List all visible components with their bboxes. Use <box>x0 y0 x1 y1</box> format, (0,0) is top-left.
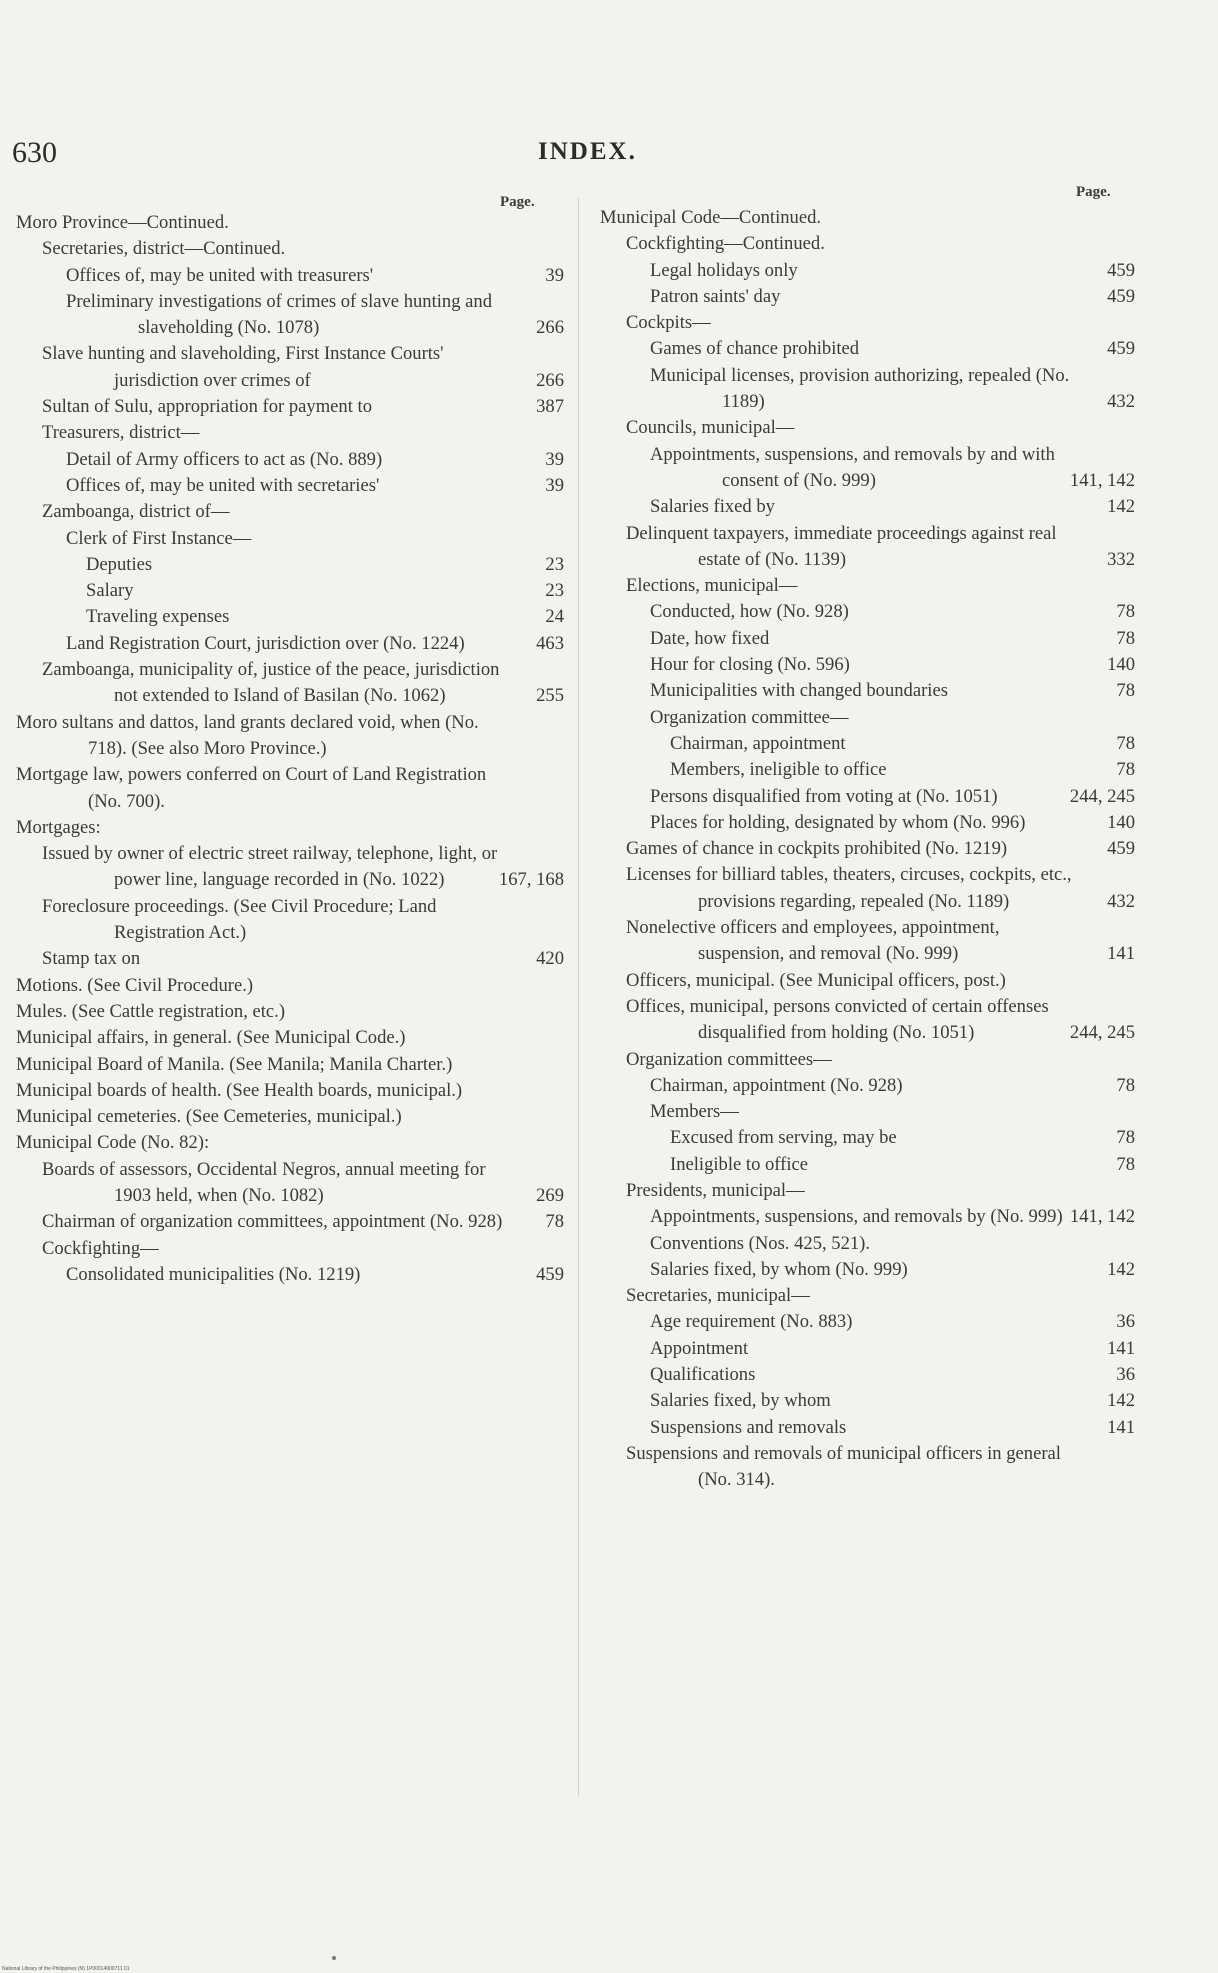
entry-page: 244, 245 <box>1069 785 1135 807</box>
page-title: INDEX. <box>538 138 637 165</box>
entry-text: Ineligible to office <box>670 1153 809 1175</box>
index-entry <box>650 1388 1135 1414</box>
index-entry <box>66 631 564 657</box>
index-entry <box>86 552 564 578</box>
entry-text: Elections, municipal— <box>626 575 798 597</box>
index-entry <box>670 757 1135 783</box>
entry-text: Organization committee— <box>650 706 849 728</box>
entry-text: Councils, municipal— <box>626 417 795 439</box>
entry-text: Offices of, may be united with secretaries' <box>66 474 380 496</box>
entry-page: 141, 142 <box>1069 469 1135 491</box>
entry-text: Games of chance in cockpits prohibited (No. 1219) <box>626 838 1008 860</box>
entry-page: 459 <box>1107 285 1135 307</box>
entry-page: 459 <box>1107 259 1135 281</box>
entry-text: Municipal Board of Manila. (See Manila; Manila Charter.) <box>16 1053 453 1075</box>
index-entry <box>650 1415 1135 1441</box>
entry-text: Secretaries, district—Continued. <box>42 238 286 260</box>
entry-page: 39 <box>545 474 564 496</box>
entry-page: 244, 245 <box>1069 1022 1135 1044</box>
entry-page: 23 <box>545 553 564 575</box>
entry-text: Presidents, municipal— <box>626 1179 805 1201</box>
entry-page: 78 <box>1116 680 1135 702</box>
entry-text: Members— <box>650 1101 739 1123</box>
index-entry <box>42 1157 564 1210</box>
entry-text: Appointments, suspensions, and removals by and with consent of (No. 999) <box>650 443 1055 491</box>
entry-page: 167, 168 <box>498 869 564 891</box>
entry-text: Qualifications <box>650 1364 756 1386</box>
index-entry <box>16 710 564 763</box>
index-entry <box>16 815 564 841</box>
entry-text: Age requirement (No. 883) <box>650 1311 853 1333</box>
entry-page: 459 <box>536 1263 564 1285</box>
entry-text: Offices, municipal, persons convicted of certain offenses disqualified from holding (No. 1051) <box>626 995 1049 1044</box>
index-entry <box>650 363 1135 416</box>
entry-text: Delinquent taxpayers, immediate proceedings against real estate of (No. 1139) <box>626 522 1057 570</box>
index-entry <box>626 1283 1135 1309</box>
entry-text: Municipal Code—Continued. <box>600 207 822 228</box>
entry-text: Deputies <box>86 553 153 575</box>
entry-page: 142 <box>1107 1390 1135 1412</box>
entry-page: 266 <box>536 369 564 391</box>
index-entry <box>42 1236 564 1262</box>
entry-text: Motions. (See Civil Procedure.) <box>16 974 254 996</box>
entry-text: Secretaries, municipal— <box>626 1285 810 1307</box>
entry-page: 78 <box>1116 759 1135 781</box>
entry-text: Cockpits— <box>626 312 711 334</box>
index-entry <box>650 258 1135 284</box>
entry-page: 142 <box>1107 496 1135 518</box>
right-page-column-label: Page. <box>1076 184 1111 200</box>
index-entry <box>670 731 1135 757</box>
page-mark <box>332 1956 336 1960</box>
entry-text: Officers, municipal. (See Municipal officers, post.) <box>626 969 1006 991</box>
entry-text: Municipal affairs, in general. (See Municipal Code.) <box>16 1027 406 1049</box>
entry-text: Games of chance prohibited <box>650 338 860 360</box>
right-index-column <box>600 205 1135 1494</box>
index-entry <box>650 1362 1135 1388</box>
entry-text: Consolidated municipalities (No. 1219) <box>66 1263 361 1285</box>
index-entry <box>16 973 564 999</box>
index-entry <box>650 1231 1135 1257</box>
entry-text: Patron saints' day <box>650 285 781 307</box>
index-entry <box>650 626 1135 652</box>
entry-page: 39 <box>545 264 564 286</box>
entry-text: Chairman, appointment (No. 928) <box>650 1074 903 1096</box>
entry-text: Municipal boards of health. (See Health boards, municipal.) <box>16 1079 463 1101</box>
entry-page: 78 <box>1116 732 1135 754</box>
entry-text: Suspensions and removals <box>650 1416 847 1438</box>
index-entry <box>650 494 1135 520</box>
index-entry <box>670 1152 1135 1178</box>
index-entry <box>16 1104 564 1130</box>
entry-text: Treasurers, district— <box>42 422 200 444</box>
entry-text: Moro sultans and dattos, land grants declared void, when (No. 718). (See also Moro Province.) <box>16 711 479 759</box>
left-page-column-label: Page. <box>500 194 535 210</box>
column-divider <box>578 198 579 1796</box>
index-entry <box>42 341 564 394</box>
entry-text: Municipal licenses, provision authorizing, repealed (No. 1189) <box>650 364 1070 413</box>
library-credit: National Library of the Philippines (N) 1P00014900711 01 <box>2 1966 130 1972</box>
entry-page: 266 <box>536 317 564 339</box>
entry-page: 36 <box>1116 1364 1135 1386</box>
index-entry <box>626 1178 1135 1204</box>
entry-text: Mules. (See Cattle registration, etc.) <box>16 1000 286 1022</box>
index-entry <box>42 946 564 972</box>
entry-page: 39 <box>545 448 564 470</box>
index-entry <box>650 1204 1135 1230</box>
index-entry <box>42 236 564 262</box>
index-entry <box>42 1209 564 1235</box>
index-entry <box>66 1262 564 1288</box>
index-entry <box>650 599 1135 625</box>
entry-text: Municipal Code (No. 82): <box>16 1132 210 1154</box>
page-number: 630 <box>12 136 57 169</box>
entry-page: 36 <box>1116 1311 1135 1333</box>
index-entry <box>66 473 564 499</box>
entry-text: Zamboanga, district of— <box>42 501 230 523</box>
index-entry <box>626 915 1135 968</box>
entry-text: Persons disqualified from voting at (No. 1051) <box>650 785 998 807</box>
index-entry <box>650 705 1135 731</box>
entry-text: Chairman of organization committees, appointment (No. 928) <box>42 1211 503 1233</box>
entry-text: Licenses for billiard tables, theaters, circuses, cockpits, etc., provisions regarding, repealed (No. 1189) <box>626 864 1072 912</box>
entry-page: 78 <box>1116 627 1135 649</box>
entry-text: Moro Province—Continued. <box>16 212 229 233</box>
entry-text: Sultan of Sulu, appropriation for payment to <box>42 396 372 418</box>
entry-page: 463 <box>536 632 564 654</box>
entry-text: Land Registration Court, jurisdiction over (No. 1224) <box>66 632 465 654</box>
index-entry <box>626 968 1135 994</box>
entry-page: 78 <box>1116 1127 1135 1149</box>
entry-page: 140 <box>1107 811 1135 833</box>
entry-page: 78 <box>545 1211 564 1233</box>
entry-text: Mortgages: <box>16 816 101 838</box>
entry-text: Salary <box>86 580 134 602</box>
entry-text: Conventions (Nos. 425, 521). <box>650 1232 871 1254</box>
index-entry <box>650 284 1135 310</box>
index-entry <box>650 1073 1135 1099</box>
entry-text: Nonelective officers and employees, appointment, suspension, and removal (No. 999) <box>626 917 1000 965</box>
entry-text: Zamboanga, municipality of, justice of the peace, jurisdiction not extended to Island of Basilan (No. 1062) <box>42 659 500 707</box>
entry-text: Issued by owner of electric street railway, telephone, light, or power line, language recorded in (No. 1022) <box>42 843 498 891</box>
entry-text: Mortgage law, powers conferred on Court of Land Registration (No. 700). <box>16 764 487 812</box>
entry-page: 332 <box>1107 548 1135 570</box>
entry-page: 459 <box>1107 338 1135 360</box>
index-entry <box>86 578 564 604</box>
index-entry <box>600 205 1135 231</box>
index-entry <box>650 652 1135 678</box>
index-entry <box>650 678 1135 704</box>
entry-text: Foreclosure proceedings. (See Civil Procedure; Land Registration Act.) <box>42 895 437 944</box>
entry-text: Date, how fixed <box>650 627 770 649</box>
entry-text: Traveling expenses <box>86 606 230 628</box>
left-index-column <box>16 210 564 1288</box>
entry-page: 24 <box>545 606 564 628</box>
index-entry <box>626 1441 1135 1494</box>
index-entry <box>626 1047 1135 1073</box>
entry-text: Appointment <box>650 1337 749 1359</box>
entry-text: Suspensions and removals of municipal officers in general (No. 314). <box>626 1442 1061 1491</box>
entry-text: Salaries fixed, by whom (No. 999) <box>650 1258 908 1280</box>
entry-text: Offices of, may be united with treasurers' <box>66 264 374 286</box>
entry-text: Hour for closing (No. 596) <box>650 654 850 676</box>
entry-page: 141 <box>1107 1416 1135 1438</box>
index-entry <box>86 604 564 630</box>
index-entry <box>650 1099 1135 1125</box>
index-entry <box>42 420 564 446</box>
entry-page: 141 <box>1107 1337 1135 1359</box>
index-entry <box>66 447 564 473</box>
index-entry <box>650 810 1135 836</box>
index-entry <box>42 499 564 525</box>
index-entry <box>650 1336 1135 1362</box>
index-entry <box>16 1025 564 1051</box>
index-entry <box>626 310 1135 336</box>
index-entry <box>626 573 1135 599</box>
index-entry <box>42 394 564 420</box>
entry-page: 140 <box>1107 654 1135 676</box>
index-entry <box>650 1309 1135 1335</box>
index-entry <box>16 762 564 815</box>
entry-text: Preliminary investigations of crimes of slave hunting and slaveholding (No. 1078) <box>66 290 493 339</box>
index-entry <box>650 336 1135 362</box>
index-entry <box>66 263 564 289</box>
index-entry <box>626 231 1135 257</box>
index-entry <box>66 526 564 552</box>
index-entry <box>66 289 564 342</box>
entry-page: 420 <box>536 948 564 970</box>
entry-text: Municipalities with changed boundaries <box>650 680 948 702</box>
index-entry <box>650 442 1135 495</box>
entry-text: Stamp tax on <box>42 948 141 970</box>
entry-page: 459 <box>1107 838 1135 860</box>
entry-text: Municipal cemeteries. (See Cemeteries, municipal.) <box>16 1106 402 1128</box>
index-entry <box>16 999 564 1025</box>
entry-text: Salaries fixed, by whom <box>650 1390 831 1412</box>
entry-text: Legal holidays only <box>650 259 798 281</box>
entry-text: Members, ineligible to office <box>670 759 887 781</box>
entry-text: Excused from serving, may be <box>670 1127 897 1149</box>
entry-page: 23 <box>545 580 564 602</box>
index-entry <box>670 1125 1135 1151</box>
index-entry <box>16 210 564 236</box>
entry-text: Chairman, appointment <box>670 732 846 754</box>
entry-text: Cockfighting—Continued. <box>626 233 825 255</box>
entry-page: 432 <box>1107 890 1135 912</box>
entry-page: 141, 142 <box>1069 1206 1135 1228</box>
entry-text: Organization committees— <box>626 1048 832 1070</box>
entry-text: Clerk of First Instance— <box>66 527 252 549</box>
entry-page: 78 <box>1116 1074 1135 1096</box>
entry-text: Detail of Army officers to act as (No. 889) <box>66 448 383 470</box>
index-entry <box>16 1130 564 1156</box>
index-entry <box>650 1257 1135 1283</box>
index-entry <box>626 994 1135 1047</box>
entry-page: 78 <box>1116 601 1135 623</box>
entry-page: 141 <box>1107 943 1135 965</box>
index-entry <box>42 894 564 947</box>
entry-text: Boards of assessors, Occidental Negros, annual meeting for 1903 held, when (No. 1082) <box>42 1158 486 1206</box>
entry-page: 255 <box>536 685 564 707</box>
entry-text: Slave hunting and slaveholding, First Instance Courts' jurisdiction over crimes of <box>42 343 444 391</box>
index-entry <box>626 521 1135 574</box>
entry-page: 142 <box>1107 1258 1135 1280</box>
index-entry <box>626 836 1135 862</box>
index-entry <box>42 841 564 894</box>
index-entry <box>42 657 564 710</box>
index-entry <box>650 784 1135 810</box>
entry-page: 387 <box>536 396 564 418</box>
entry-text: Places for holding, designated by whom (No. 996) <box>650 811 1026 833</box>
index-entry <box>626 415 1135 441</box>
entry-text: Cockfighting— <box>42 1237 159 1259</box>
index-entry <box>16 1078 564 1104</box>
index-entry <box>16 1052 564 1078</box>
entry-page: 78 <box>1116 1153 1135 1175</box>
entry-page: 432 <box>1107 391 1135 413</box>
entry-page: 269 <box>536 1184 564 1206</box>
index-entry <box>626 862 1135 915</box>
entry-text: Conducted, how (No. 928) <box>650 601 849 623</box>
entry-text: Appointments, suspensions, and removals by (No. 999) <box>650 1206 1063 1228</box>
entry-text: Salaries fixed by <box>650 496 775 518</box>
